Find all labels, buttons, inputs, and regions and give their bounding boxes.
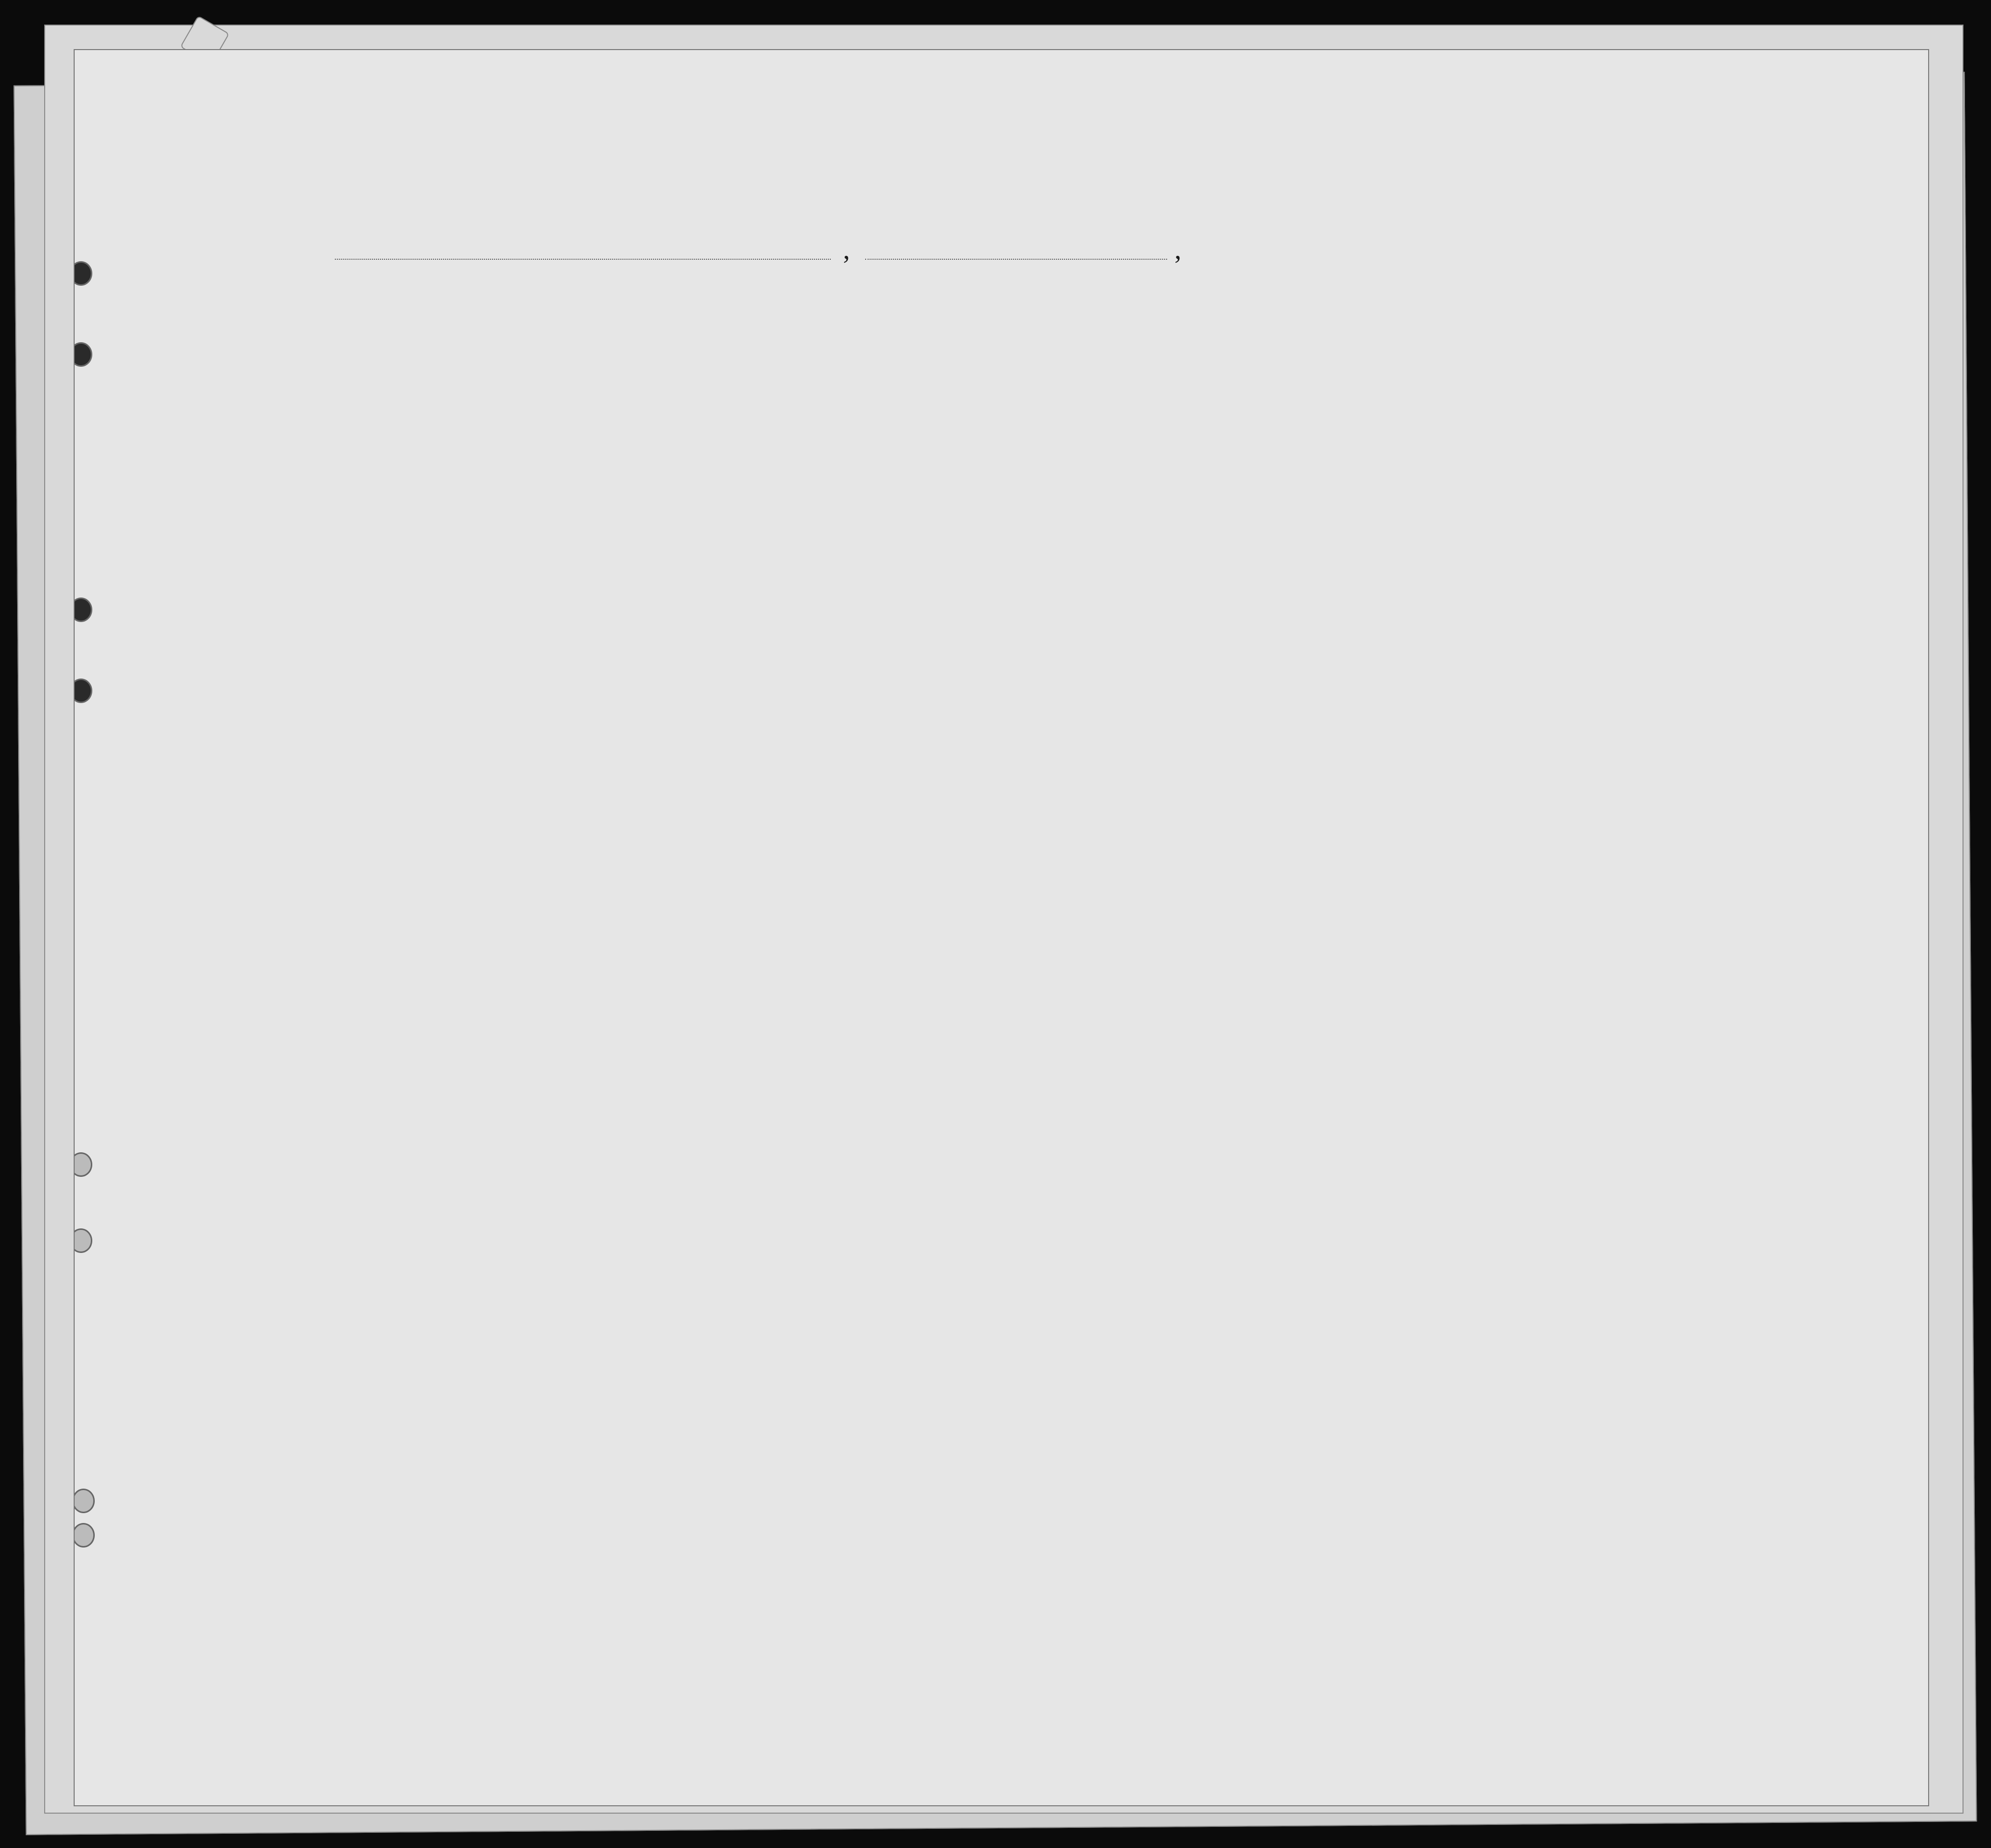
comma-1: , <box>843 235 850 265</box>
comma-2: , <box>1174 235 1181 265</box>
manifest-sheet <box>74 49 1929 1806</box>
grid-lines <box>75 50 1928 1805</box>
